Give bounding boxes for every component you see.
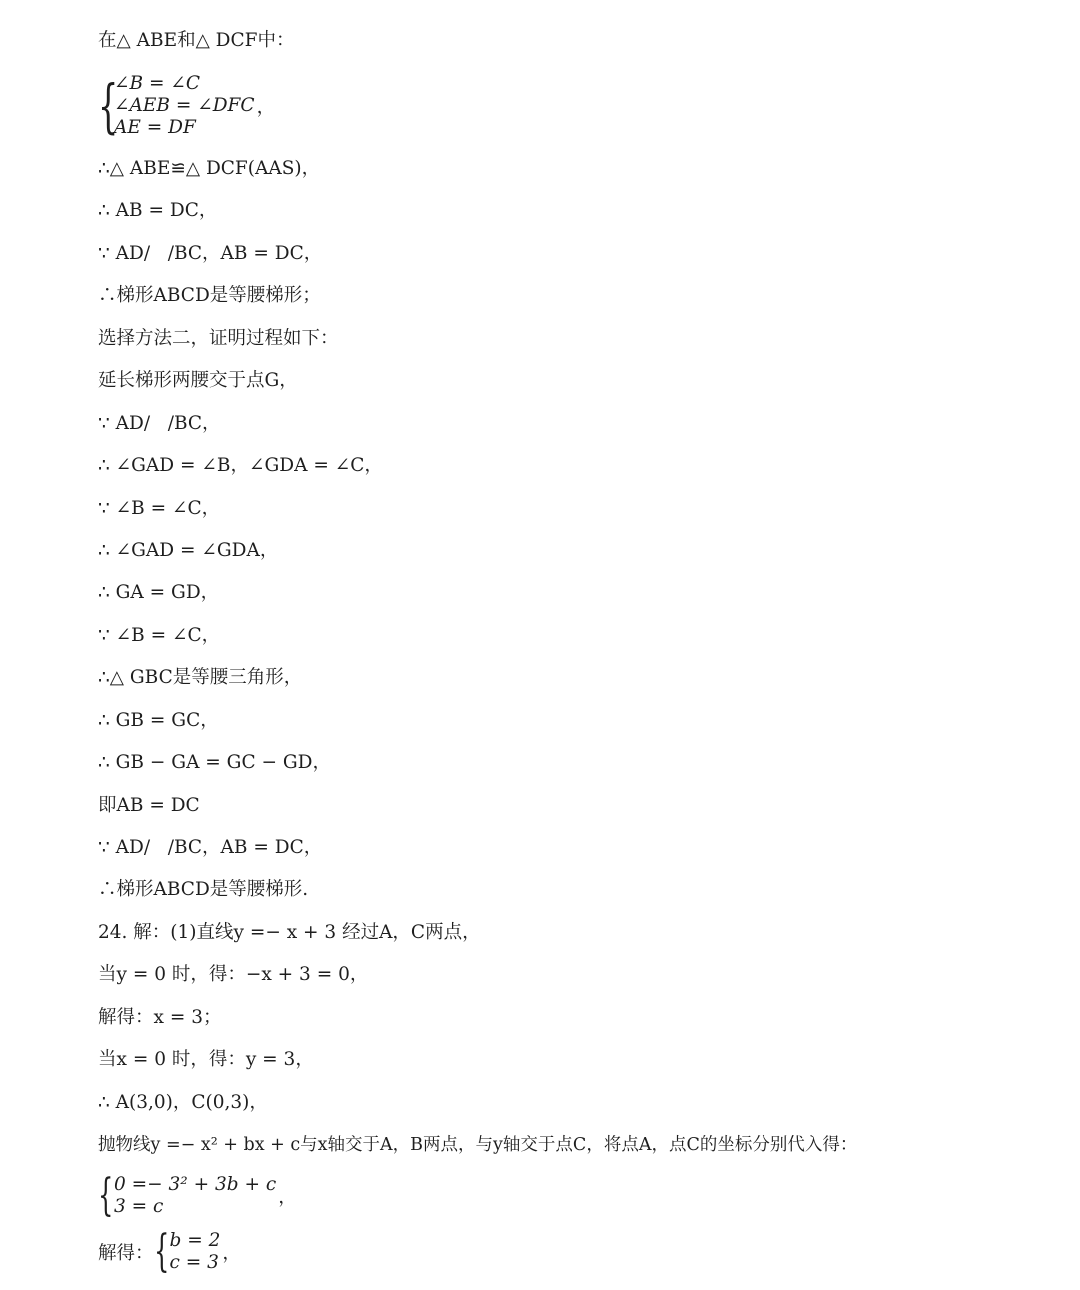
text-line: 选择方法二，证明过程如下：: [98, 328, 339, 349]
text-line: ∴ AB = DC，: [98, 200, 218, 221]
system-tail: ，: [278, 1187, 297, 1208]
equation-system-solution: [98, 1226, 241, 1277]
text-line: ∵ ∠B = ∠C，: [98, 625, 221, 646]
equation-system-substitution: [98, 1170, 297, 1221]
system-row: 0 =− 3² + 3b + c: [114, 1174, 277, 1195]
system-rows: [170, 1230, 221, 1274]
solution-lead: 解得：: [98, 1243, 154, 1264]
text-line: ∵ AD/ /BC，: [98, 413, 221, 434]
left-brace: {: [98, 1170, 114, 1221]
system-rows: [114, 1174, 276, 1218]
text-line: ∴ GB − GA = GC − GD，: [98, 752, 331, 773]
text-line: ∴梯形ABCD是等腰梯形；: [98, 285, 321, 306]
text-line: ∴△ GBC是等腰三角形，: [98, 667, 303, 688]
text-line: ∵ AD/ /BC，AB = DC，: [98, 243, 323, 264]
text-line: ∴ ∠GAD = ∠GDA，: [98, 540, 279, 561]
text-line: 当x = 0 时，得：y = 3，: [98, 1049, 314, 1070]
equation-system-congruence: [98, 73, 275, 139]
system-row: AE = DF: [114, 117, 196, 138]
text-line: ∴梯形ABCD是等腰梯形.: [98, 879, 309, 900]
left-brace: {: [98, 72, 119, 140]
text-line: ∵ ∠B = ∠C，: [98, 498, 221, 519]
text-line: ∴ GA = GD，: [98, 582, 220, 603]
text-line: ∴△ ABE≌△ DCF(AAS)，: [98, 158, 321, 179]
text-line: 24. 解：(1)直线y =− x + 3 经过A，C两点，: [98, 922, 481, 943]
text-line: 即AB = DC: [98, 795, 200, 816]
text-line: ∴ GB = GC，: [98, 710, 219, 731]
text-line: ∵ AD/ /BC，AB = DC，: [98, 837, 323, 858]
system-row: 3 = c: [114, 1196, 164, 1217]
text-line: 在△ ABE和△ DCF中：: [98, 30, 295, 51]
system-row: c = 3: [169, 1252, 219, 1273]
system-row: b = 2: [169, 1230, 221, 1251]
system-tail: ，: [256, 97, 276, 118]
system-rows: [114, 73, 255, 139]
text-line: 延长梯形两腰交于点G，: [98, 370, 298, 391]
system-tail: ，: [222, 1243, 241, 1264]
text-line: ∴ A(3,0)，C(0,3)，: [98, 1092, 268, 1113]
text-line: 解得：x = 3；: [98, 1007, 222, 1028]
left-brace: {: [153, 1226, 169, 1277]
text-line: 当y = 0 时，得：−x + 3 = 0，: [98, 964, 369, 985]
system-row: ∠AEB = ∠DFC: [114, 95, 255, 116]
system-row: ∠B = ∠C: [114, 73, 201, 94]
text-line: ∴ ∠GAD = ∠B，∠GDA = ∠C，: [98, 455, 383, 476]
text-line: 抛物线y =− x² + bx + c与x轴交于A，B两点，与y轴交于点C，将点A，点C的坐标分别代入得：: [98, 1135, 858, 1155]
